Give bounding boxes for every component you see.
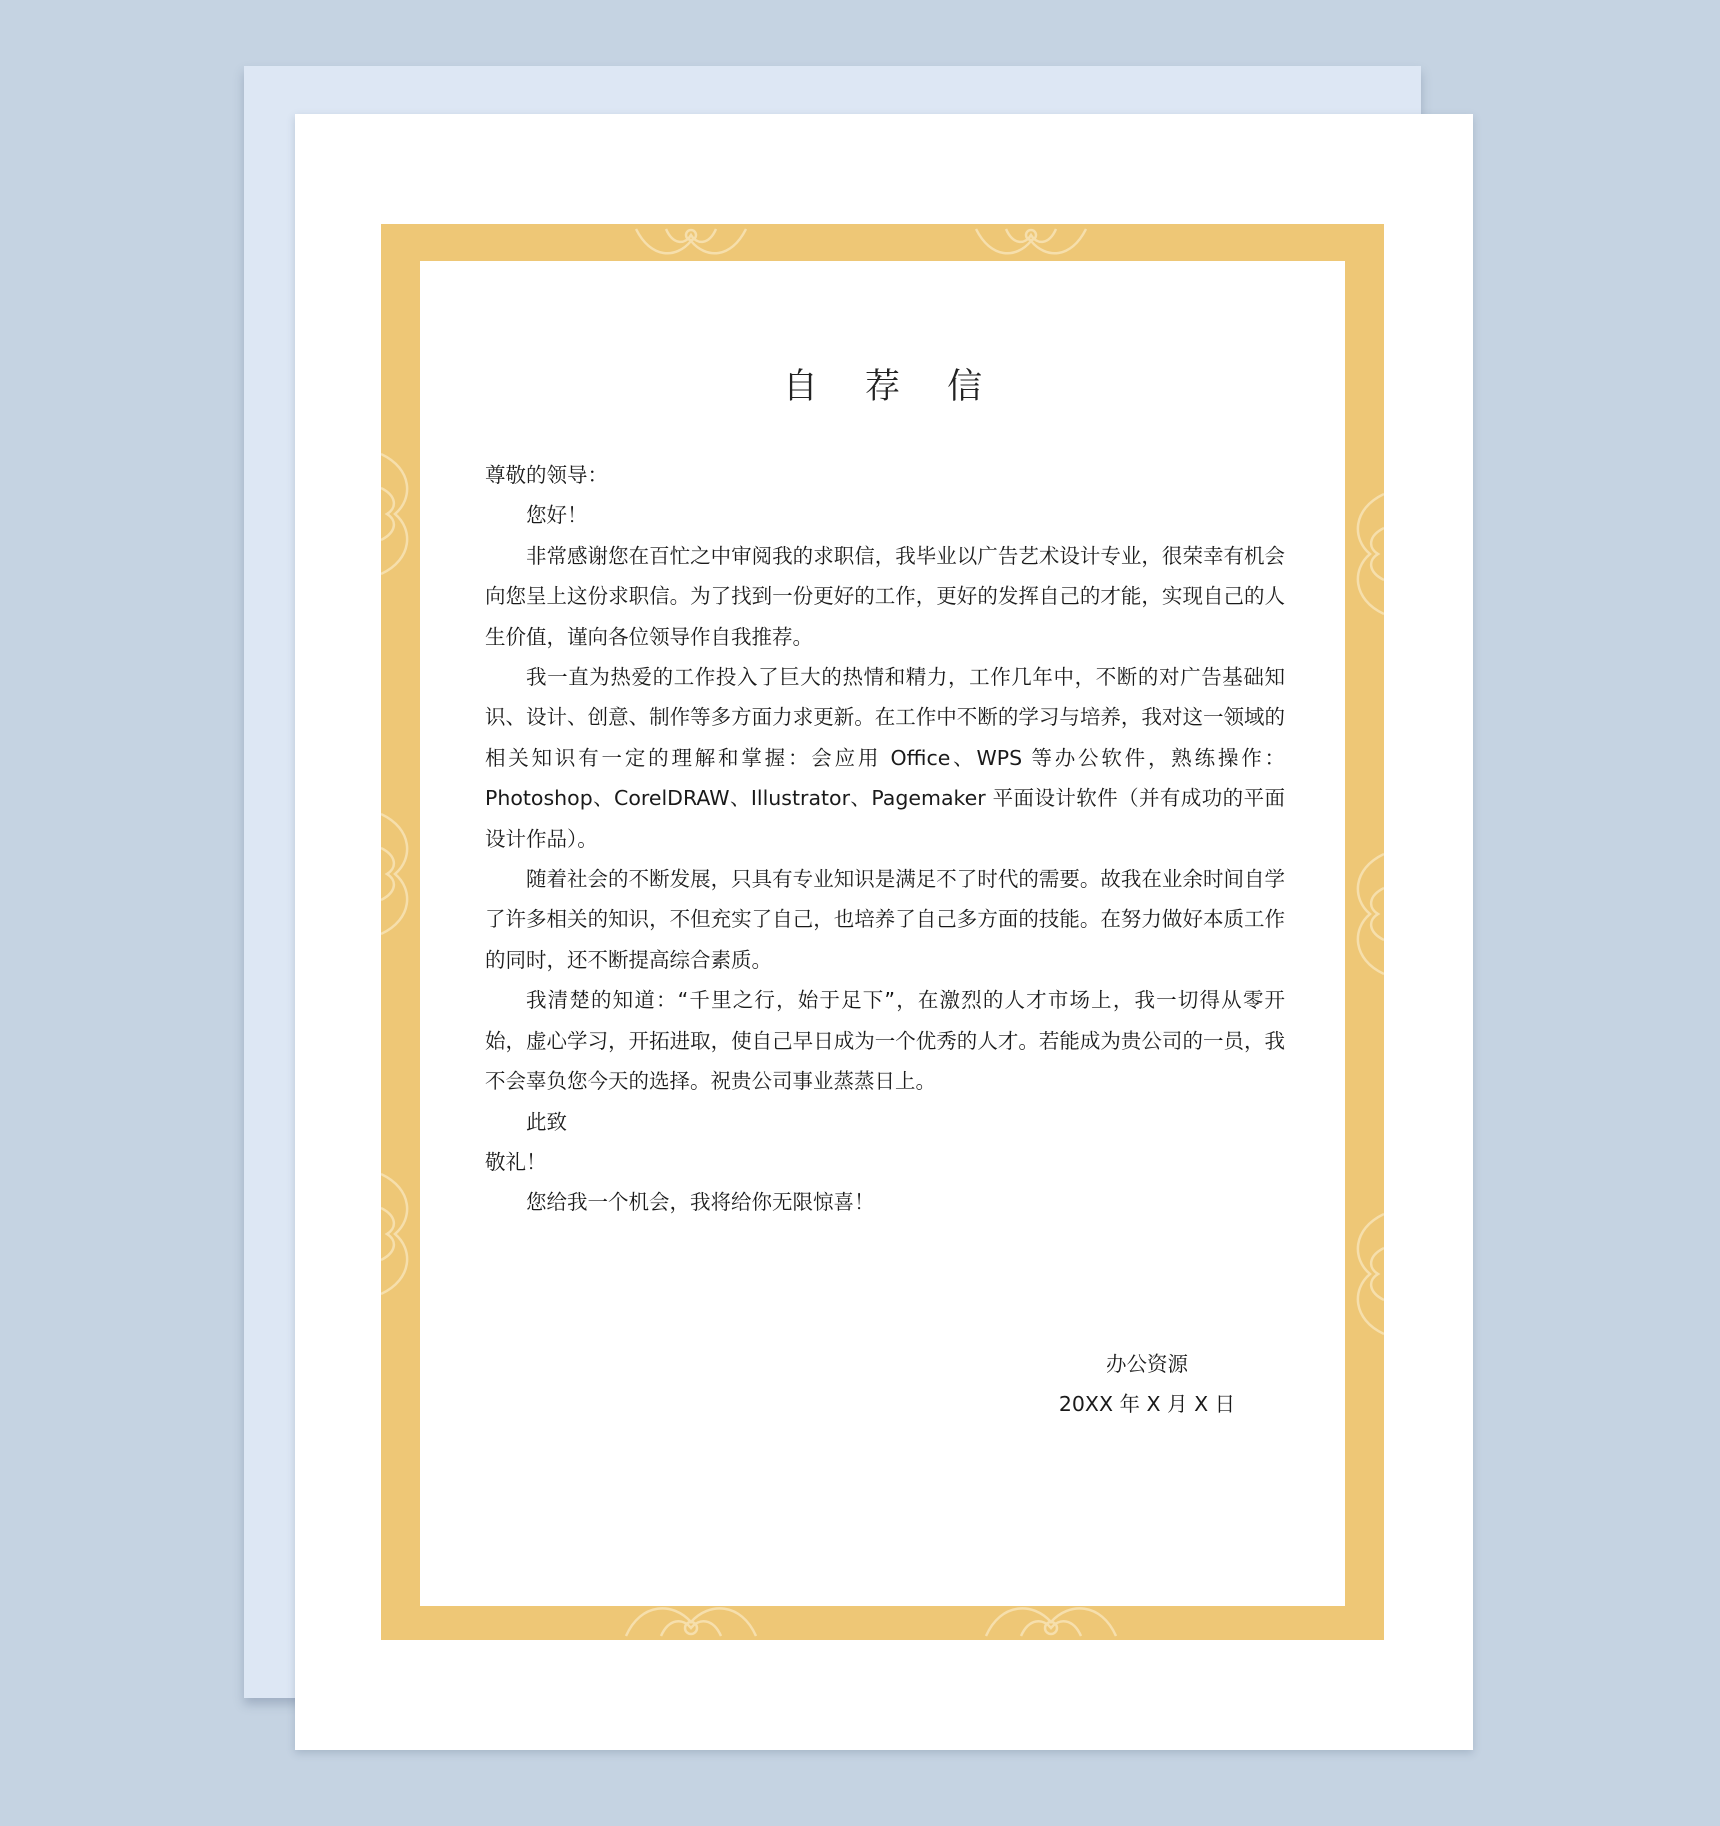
greeting: 您好！ <box>526 503 588 528</box>
letter-body <box>485 455 1285 1223</box>
salutation: 尊敬的领导： <box>485 463 608 487</box>
closing-note: 您给我一个机会，我将给你无限惊喜！ <box>526 1190 875 1215</box>
body-paragraph-3: 随着社会的不断发展，只具有专业知识是满足不了时代的需要。故我在业余时间自学了许多相关的知识，不但充实了自己，也培养了自己多方面的技能。在努力做好本质工作的同时，还不断提高综合素质。 <box>485 867 1285 972</box>
closing-line-2: 敬礼！ <box>485 1149 547 1174</box>
body-paragraph-4: 我清楚的知道：“千里之行，始于足下”，在激烈的人才市场上，我一切得从零开始，虚心学习，开拓进取，使自己早日成为一个优秀的人才。若能成为贵公司的一员，我不会辜负您今天的选择。祝贵公司事业蒸蒸日上。 <box>485 988 1285 1094</box>
signature-name: 办公资源 <box>1106 1352 1188 1376</box>
body-paragraph-2: 我一直为热爱的工作投入了巨大的热情和精力，工作几年中，不断的对广告基础知识、设计、创意、制作等多方面力求更新。在工作中不断的学习与培养，我对这一领域的相关知识有一定的理解和掌握：会应用 Office、WPS 等办公软件，熟练操作：Photoshop、CorelDRAW、Illustrator、Pagemaker 平面设计软件（并有成功的平面设计作品）。 <box>485 665 1285 851</box>
letter-content-area <box>420 261 1345 1606</box>
closing-line-1: 此致 <box>526 1109 567 1134</box>
decorative-border-frame <box>381 224 1384 1640</box>
body-paragraph-1: 非常感谢您在百忙之中审阅我的求职信，我毕业以广告艺术设计专业，很荣幸有机会向您呈上这份求职信。为了找到一份更好的工作，更好的发挥自己的才能，实现自己的人生价值，谨向各位领导作自我推荐。 <box>485 543 1285 649</box>
signature-block <box>1052 1344 1242 1425</box>
signature-date: 20XX 年 X 月 X 日 <box>1058 1392 1236 1417</box>
front-paper-sheet <box>295 114 1473 1750</box>
letter-title: 自 荐 信 <box>782 367 1001 408</box>
